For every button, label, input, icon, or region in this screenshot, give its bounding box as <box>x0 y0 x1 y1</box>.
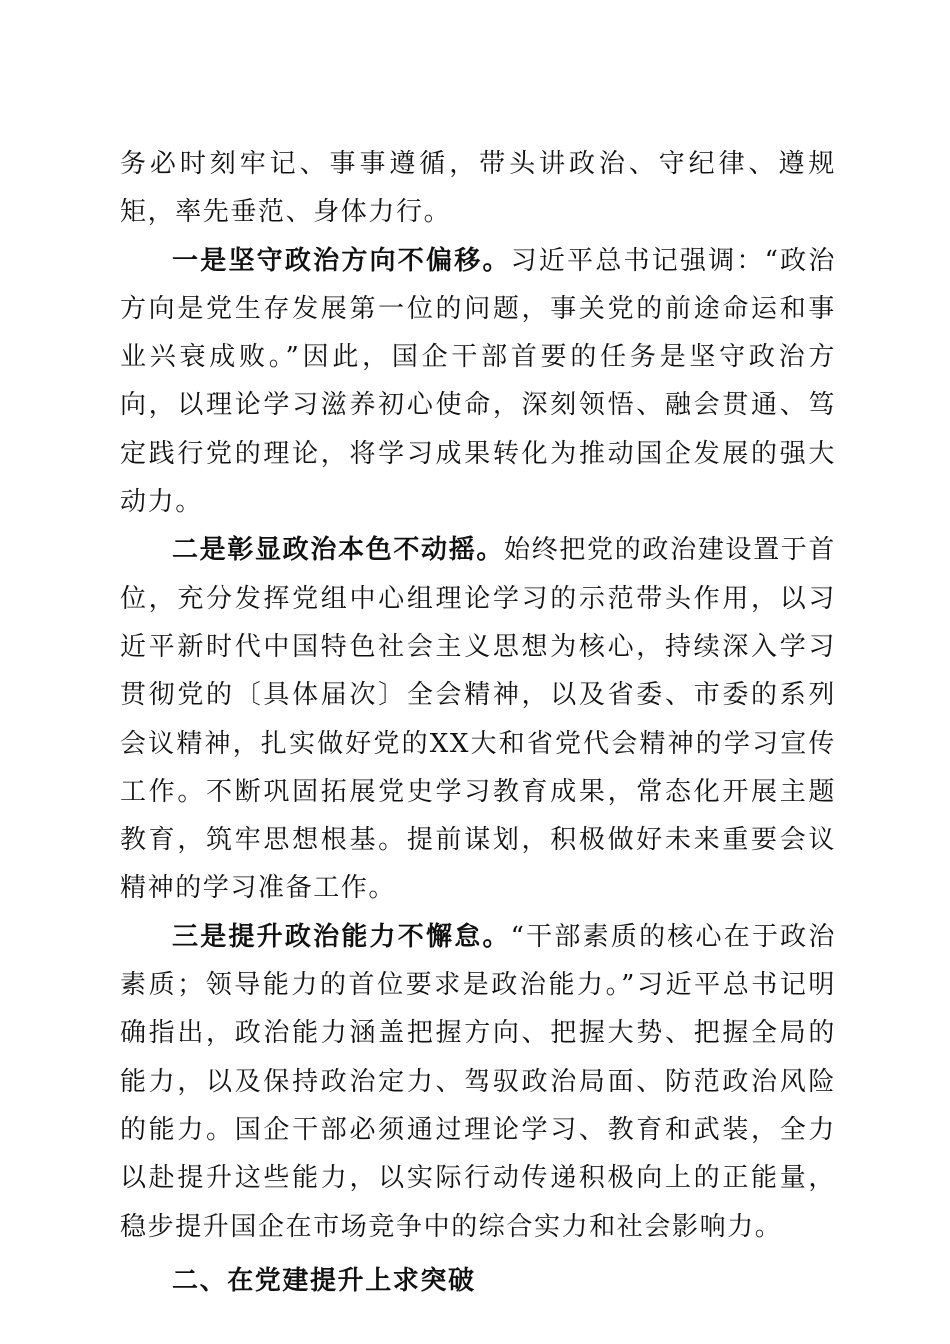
continuation-paragraph: 务必时刻牢记、事事遵循，带头讲政治、守纪律、遵规矩，率先垂范、身体力行。 <box>120 149 836 228</box>
paragraph-political-direction <box>120 237 836 527</box>
section-heading: 二、在党建提升上求突破 <box>172 1265 476 1296</box>
paragraph-body: “干部素质的核心在于政治素质；领导能力的首位要求是政治能力。”习近平总书记明确指出，政治能力涵盖把握方向、把握大势、把握全局的能力，以及保持政治定力、驾驭政治局面、防范政治风险的能力。国企干部必须通过理论学习、教育和武装，全力以赴提升这些能力，以实际行动传递积极向上的正能量，稳步提升国企在市场竞争中的综合实力和社会影响力。 <box>120 921 837 1242</box>
paragraph-lead: 三是提升政治能力不懈怠。 <box>172 921 511 952</box>
paragraph-political-character <box>120 526 836 912</box>
paragraph-political-ability <box>120 913 836 1251</box>
paragraph-lead: 二是彰显政治本色不动摇。 <box>172 535 505 566</box>
paragraph-body: 习近平总书记强调：“政治方向是党生存发展第一位的问题，事关党的前途命运和事业兴衰成败。”因此，国企干部首要的任务是坚守政治方向，以理论学习滋养初心使命，深刻领悟、融会贯通、笃定践行党的理论，将学习成果转化为推动国企发展的强大动力。 <box>120 245 837 518</box>
paragraph-lead: 一是坚守政治方向不偏移。 <box>172 245 511 276</box>
paragraph-body: 始终把党的政治建设置于首位，充分发挥党组中心组理论学习的示范带头作用，以习近平新时代中国特色社会主义思想为核心，持续深入学习贯彻党的〔具体届次〕全会精神，以及省委、市委的系列会议精神，扎实做好党的XX大和省党代会精神的学习宣传工作。不断巩固拓展党史学习教育成果，常态化开展主题教育，筑牢思想根基。提前谋划，积极做好未来重要会议精神的学习准备工作。 <box>120 535 837 904</box>
document-body <box>120 140 836 1305</box>
